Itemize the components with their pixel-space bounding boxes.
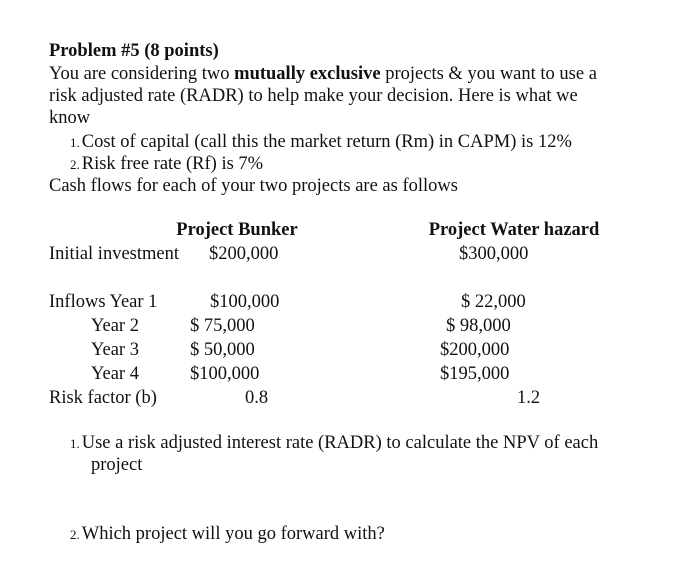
question-number: 2. xyxy=(70,527,80,542)
inflow-label: Year 3 xyxy=(91,340,139,360)
risk-factor-label: Risk factor (b) xyxy=(49,388,157,408)
initial-water: $300,000 xyxy=(459,244,529,264)
intro-line-3: know xyxy=(49,108,91,128)
intro-line-1 xyxy=(49,63,597,85)
inflow-water: $200,000 xyxy=(440,340,510,360)
header-project-bunker: Project Bunker xyxy=(176,220,298,240)
intro-prefix: You are considering two xyxy=(49,64,235,84)
inflow-label: Year 4 xyxy=(91,364,139,384)
problem-title: Problem #5 (8 points) xyxy=(49,41,219,61)
question-text: Which project will you go forward with? xyxy=(81,524,385,544)
inflow-bunker: $ 75,000 xyxy=(190,316,255,336)
inflow-label: Inflows Year 1 xyxy=(49,292,158,312)
initial-investment-label: Initial investment xyxy=(49,244,179,264)
risk-bunker: 0.8 xyxy=(245,388,269,408)
list-number: 2. xyxy=(70,157,80,172)
header-project-water-hazard: Project Water hazard xyxy=(428,220,600,240)
initial-bunker: $200,000 xyxy=(209,244,279,264)
list-number: 1. xyxy=(70,135,80,150)
inflow-label: Year 2 xyxy=(91,316,139,336)
question-item xyxy=(70,523,385,546)
list-text: Risk free rate (Rf) is 7% xyxy=(81,154,264,174)
inflow-bunker: $ 50,000 xyxy=(190,340,255,360)
list-item xyxy=(70,153,263,176)
intro-bold: mutually exclusive xyxy=(234,64,381,84)
intro-line-2: risk adjusted rate (RADR) to help make your decision. Here is what we xyxy=(49,86,578,106)
cashflow-intro: Cash flows for each of your two projects are as follows xyxy=(49,176,458,196)
inflow-bunker: $100,000 xyxy=(210,292,280,312)
inflow-water: $ 98,000 xyxy=(446,316,511,336)
question-text-cont: project xyxy=(91,455,143,475)
inflow-water: $195,000 xyxy=(440,364,510,384)
question-item xyxy=(70,432,598,455)
question-text: Use a risk adjusted interest rate (RADR) to calculate the NPV of each xyxy=(81,433,599,453)
inflow-bunker: $100,000 xyxy=(190,364,260,384)
inflow-water: $ 22,000 xyxy=(461,292,526,312)
intro-suffix: projects & you want to use a xyxy=(380,64,597,84)
risk-water: 1.2 xyxy=(517,388,541,408)
list-text: Cost of capital (call this the market return (Rm) in CAPM) is 12% xyxy=(81,132,572,152)
question-number: 1. xyxy=(70,436,80,451)
list-item xyxy=(70,131,572,154)
